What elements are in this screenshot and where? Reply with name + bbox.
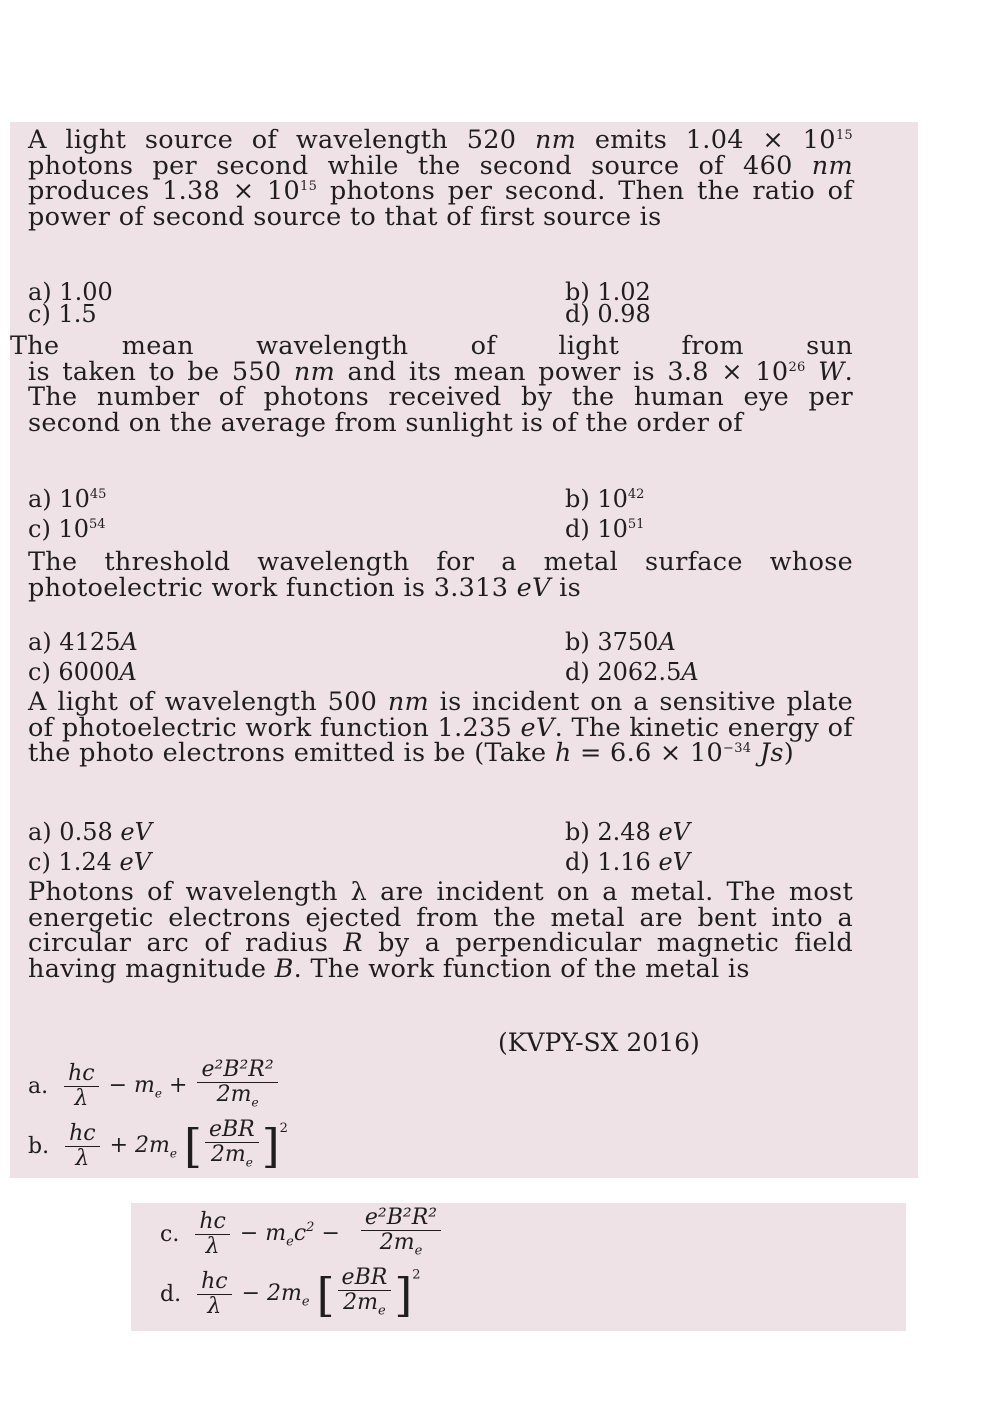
- q2-option-a[interactable]: a) $10^{45}$: [28, 485, 107, 513]
- question-4-text: A light of wavelength 500 nm is incident on a sensitive plate of photoelectric work function 1.235 eV. The kinetic energy of the photo electrons emitted is be (Take $h = 6.6 \times 10^{-34}$ Js): [28, 687, 854, 768]
- q3-option-c[interactable]: c) 6000A: [28, 658, 137, 686]
- question-3-text: The threshold wavelength for a metal surface whose photoelectric work function is 3.313 eV is: [28, 547, 853, 603]
- q2-option-c[interactable]: c) $10^{54}$: [28, 515, 106, 543]
- q4-option-a[interactable]: a) 0.58 eV: [28, 818, 152, 846]
- q5-option-d[interactable]: d. $\frac{hc}{\lambda}$ − $2m_e$ [ $\frac{\text{eBR}}{2m_e}$ ]$^2$: [160, 1265, 421, 1322]
- q4-option-d[interactable]: d) 1.16 eV: [565, 848, 690, 876]
- question-panel-1: [10, 122, 918, 1178]
- q1-option-a[interactable]: a) 1.00: [28, 278, 113, 306]
- q4-option-b[interactable]: b) 2.48 eV: [565, 818, 690, 846]
- q1-option-b[interactable]: b) 1.02: [565, 278, 651, 306]
- q3-option-d[interactable]: d) 2062.5A: [565, 658, 699, 686]
- question-1-text: A light source of wavelength 520 nm emits $1.04 \times 10^{15}$ photons per second while the second source of 460 nm produces $1.38 \times 10^{15}$ photons per second. Then the ratio of power of second source to that of first source is: [28, 125, 853, 232]
- q1-option-c[interactable]: c) 1.5: [28, 300, 97, 328]
- q3-option-a[interactable]: a) 4125A: [28, 628, 138, 656]
- q5-option-b[interactable]: b. $\frac{hc}{\lambda}$ + $2m_e$ [ $\frac{\text{eBR}}{2m_e}$ ]$^2$: [28, 1117, 288, 1174]
- q2-option-d[interactable]: d) $10^{51}$: [565, 515, 645, 543]
- question-2-text: The mean wavelength of light from sun is taken to be 550 nm and its mean power is $3.8 \times 10^{26}$ W. The number of photons received by the human eye per second on the average from sunlight is of the order of: [10, 331, 853, 438]
- question-5-text: Photons of wavelength λ are incident on a metal. The most energetic electrons ejected from the metal are bent into a circular arc of radius R by a perpendicular magnetic field having magnitude B. The work function of the metal is: [28, 877, 853, 984]
- q4-option-c[interactable]: c) 1.24 eV: [28, 848, 152, 876]
- q1-option-d[interactable]: d) 0.98: [565, 300, 651, 328]
- q5-option-c[interactable]: c. $\frac{hc}{\lambda}$ − $m_ec^2$ − $\frac{\text{e²B²R²}}{2m_e}$: [160, 1206, 444, 1263]
- q2-option-b[interactable]: b) $10^{42}$: [565, 485, 645, 513]
- q5-option-a[interactable]: a. $\frac{hc}{\lambda}$ − $m_e$ + $\frac{\text{e²B²R²}}{2m_e}$: [28, 1058, 281, 1114]
- question-5-source: (KVPY-SX 2016): [498, 1028, 700, 1057]
- q3-option-b[interactable]: b) 3750A: [565, 628, 676, 656]
